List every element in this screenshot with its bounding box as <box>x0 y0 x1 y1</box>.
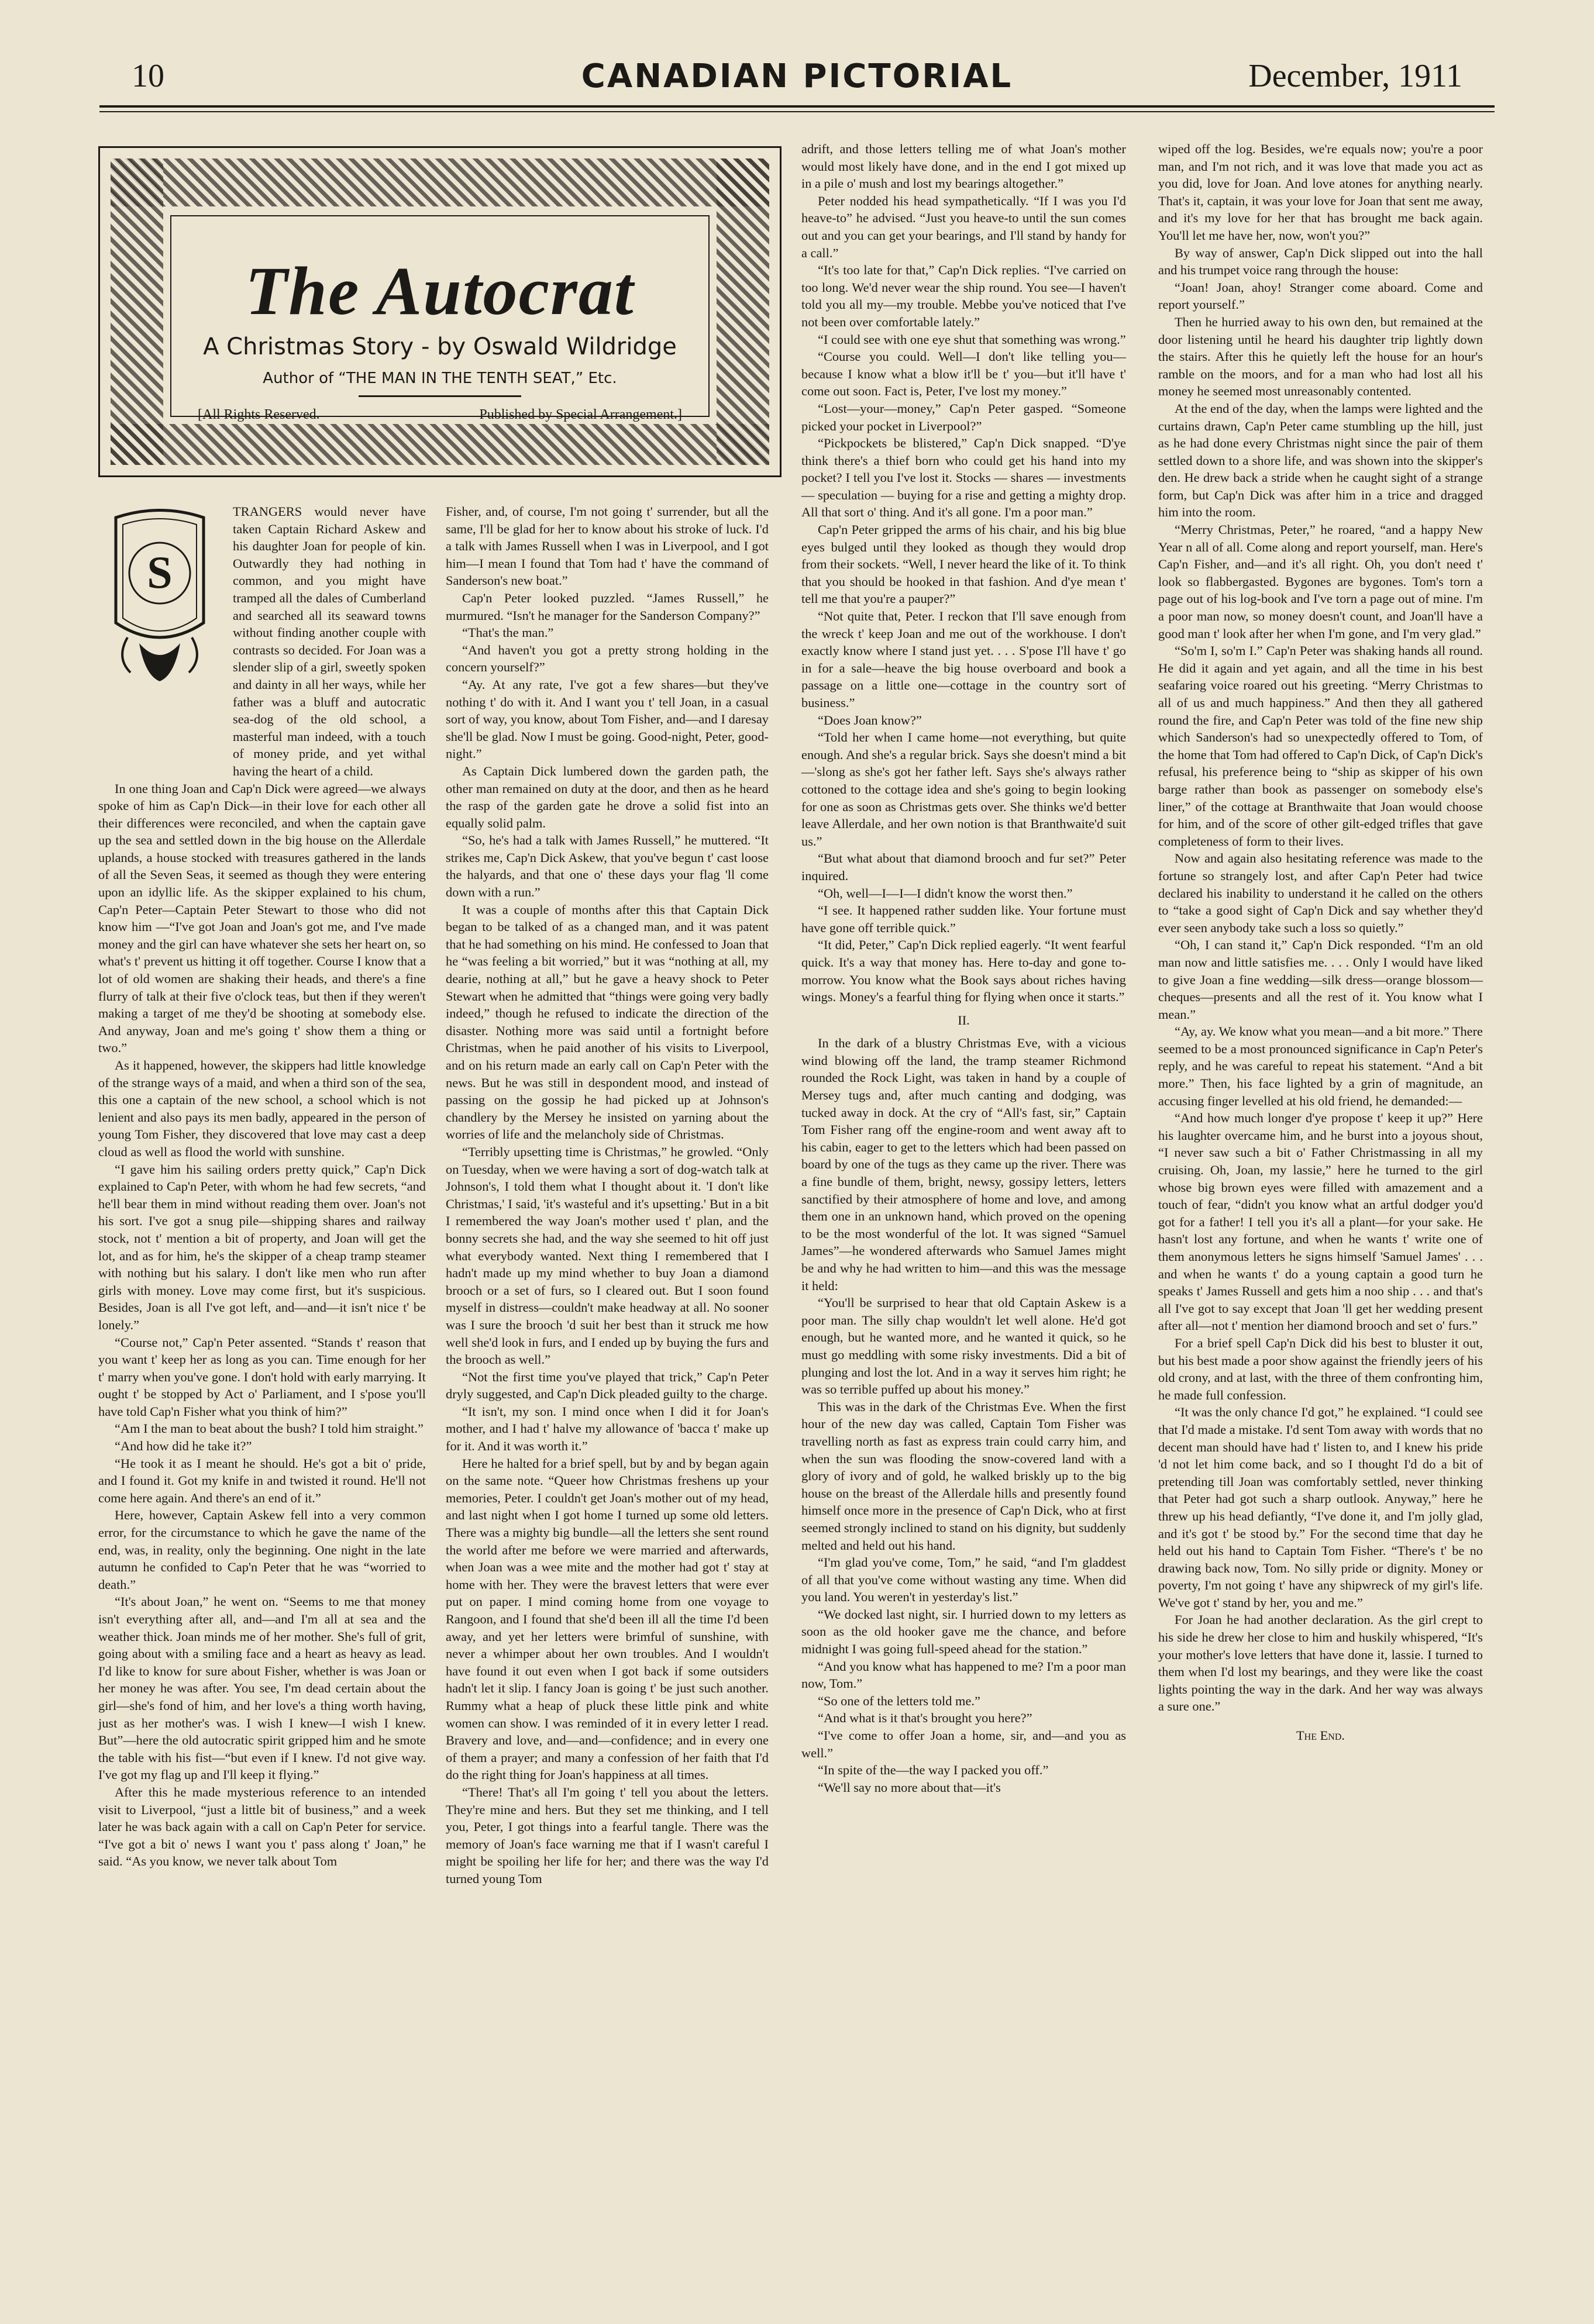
paragraph: “And you know what has happened to me? I'm a poor man now, Tom.” <box>801 1658 1126 1691</box>
paragraph: “It's about Joan,” he went on. “Seems to me that money isn't everything after all, and—and I'm all at sea and the weather thick. Joan minds me of her mother. She's full of grit, going about with a smiling face and a heart as heavy as lead. I'd like to know for sure about Fisher, whether is was Joan or her money he was after. You see, I'm dead certain about the girl—she's fond of him, and her love's a thing worth having, just as her mother's was. I wish I knew—I wish I knew. But”—here the old autocratic spirit gripped him and he smote the table with his fist—“but even if I knew. I'd not give way. I've got my flag up and I'll keep it flying.” <box>98 1594 426 1782</box>
paragraph: Cap'n Peter gripped the arms of his chair, and his big blue eyes bulged until they looked as though they would drop from their sockets. “Well, I never heard the like of it. To think that you should be hooked in that fashion. And d'ye mean t' tell me that you're a pauper?” <box>801 522 1126 606</box>
paragraph: adrift, and those letters telling me of what Joan's mother would most likely have done, and in the end I got mixed up in a pile o' mush and lost my bearings altogether.” <box>801 142 1126 191</box>
paragraph: “He took it as I meant he should. He's got a bit o' pride, and I found it. Got my knife in and twisted it round. He'll not come here again. And there's an end of it.” <box>98 1456 426 1505</box>
header-rule-thin <box>99 111 1495 112</box>
issue-date: December, 1911 <box>1248 58 1462 94</box>
paragraph: “Ay, ay. We know what you mean—and a bit more.” There seemed to be a most pronounced significance in Cap'n Peter's reply, and he was careful to repeat his statement. “And a bit more.” Then, his face lighted by a grin of magnitude, an accusing finger levelled at his old friend, he demanded:— <box>1158 1024 1483 1108</box>
the-end: The End. <box>1296 1728 1345 1743</box>
rights-notice: [All Rights Reserved. <box>198 407 320 422</box>
story-title: The Autocrat <box>245 253 635 329</box>
publication-notice: Published by Special Arrangement.] <box>479 407 682 422</box>
paragraph: “It isn't, my son. I mind once when I did it for Joan's mother, and I had t' halve my allowance of 'bacca t' make up for it. And it was worth it.” <box>446 1404 769 1454</box>
paragraph: “Pickpockets be blistered,” Cap'n Dick snapped. “D'ye think there's a thief born who could get his hand into my pocket? I tell you I've lost it. Stocks — shares — investments — speculation — buying for a rise and getting a mighty drop. All that sort o' thing. And it's all gone. I'm a poor man.” <box>801 436 1126 520</box>
author-note: Author of “THE MAN IN THE TENTH SEAT,” Etc. <box>263 370 617 387</box>
paragraph: “Course you could. Well—I don't like telling you—because I know what a blow it'll be t' you—but it'll have t' come out soon. Fact is, Peter, I've lost my money.” <box>801 349 1126 399</box>
paragraph: For Joan he had another declaration. As the girl crept to his side he drew her close to him and huskily whispered, “It's your mother's love letters that have done it, lassie. I turned to them when I'd lost my bearings, and they were like the coast lights pointing the way in the dark. And her way was always a sure one.” <box>1158 1612 1483 1714</box>
paragraph: Now and again also hesitating reference was made to the fortune so strangely lost, and after Cap'n Peter had twice declared his inability to understand it he called on the others to “take a good sight of Cap'n Dick and say whether they'd ever seen anybody take such a loss so quietly.” <box>1158 851 1483 935</box>
section-heading: II. <box>958 1012 970 1027</box>
masthead: CANADIAN PICTORIAL <box>581 57 1013 95</box>
paragraph: Here he halted for a brief spell, but by and by began again on the same note. “Queer how Christmas freshens up your memories, Peter. I couldn't get Joan's mother out of my head, and last night when I got home I turned up some old letters. There was a mighty big bundle—all the letters she sent round the world after me before we were married and afterwards, when Joan was a wee mite and the mother had got t' stay at home with her. They were the bravest letters that were ever put on paper. I mind coming home from one voyage to Rangoon, and I found that she'd been ill all the time I'd been away, and yet her letters were brimful of sunshine, with never a whimper about her own troubles. And I wouldn't have found it out even when I got back if some outsiders hadn't let it slip. I fancy Joan is going t' be just such another. Rummy what a heap of pluck these little pink and white women can show. I was reminded of it in every letter I read. Bravery and love, and—and—confidence; and in every one of them a prayer; and many a confession of her faith that I'd do the right thing for Joan's happiness at all times. <box>446 1456 769 1782</box>
paragraph: “So, he's had a talk with James Russell,” he muttered. “It strikes me, Cap'n Dick Askew, that you've begun t' cast loose the halyards, and that one o' these days your flag 'll come down with a run.” <box>446 833 769 900</box>
paragraph: After this he made mysterious reference to an intended visit to Liverpool, “just a little bit of business,” and a week later he was back again with a call on Cap'n Peter for service. “I've got a bit o' news I want you t' pass along t' Joan,” he said. “As you know, we never talk about Tom <box>98 1784 426 1869</box>
paragraph: “That's the man.” <box>462 625 554 640</box>
paragraph: Peter nodded his head sympathetically. “If I was you I'd heave-to” he advised. “Just you heave-to until the sun comes out and you can get your bearings, and I'll stand by handy for a call.” <box>801 193 1126 260</box>
page-number: 10 <box>132 58 164 94</box>
paragraph: “Ay. At any rate, I've got a few shares—but they've nothing t' do with it. And I want you t' tell Joan, in a casual sort of way, you know, about Tom Fisher, and—and I daresay she'll be glad. Now I must be going. Good-night, Peter, good-night.” <box>446 677 769 761</box>
paragraph: “Joan! Joan, ahoy! Stranger come aboard. Come and report yourself.” <box>1158 280 1483 312</box>
holly-border-left <box>111 158 163 465</box>
paragraph: “Merry Christmas, Peter,” he roared, “and a happy New Year n all of all. Come along and report yourself, man. Here's Cap'n Fisher, and—and it's all right. Oh, you don't need t' look so flabbergasted. Bygones are bygones. Tom's torn a page out of his log-book and I've torn a page out of mine. I'm a poor man now, so money doesn't count, and Joan'll have a good man t' look after her when I'm gone, and I'm very glad.” <box>1158 522 1483 641</box>
paragraph: “Told her when I came home—not everything, but quite enough. And she's a regular brick. Says she doesn't mind a bit—'slong as she's got her father left. Says she's always rather cottoned to the cottage idea and she's going to begin looking for one as soon as Christmas gets over. She thinks we'd better leave Allerdale, and her own notion is that Branthwaite'd suit us.” <box>801 730 1126 849</box>
running-header <box>99 57 1495 110</box>
paragraph: “You'll be surprised to hear that old Captain Askew is a poor man. The silly chap wouldn't let well alone. He'd got enough, but he wanted more, and he wanted it quick, so he must go meddling with some risky investments. Did a bit of plunging and lost the lot. And in a way it serves him right; he was so terrible puffed up about his money.” <box>801 1295 1126 1397</box>
paragraph: “In spite of the—the way I packed you off.” <box>818 1763 1049 1778</box>
paragraph: “It did, Peter,” Cap'n Dick replied eagerly. “It went fearful quick. It's a way that money has. Here to-day and gone to-morrow. You know what the Book says about riches having wings. Money's a fearful thing for flying when once it starts.” <box>801 937 1126 1005</box>
paragraph: “Does Joan know?” <box>818 712 922 727</box>
paragraph: “There! That's all I'm going t' tell you about the letters. They're mine and hers. But they set me thinking, and I tell you, Peter, I got things into a fearful tangle. There was the memory of Joan's face warning me that if I wasn't careful I might be spoiling her life for her; and there was the way I'd turned young Tom <box>446 1784 769 1886</box>
paragraph: “Oh, I can stand it,” Cap'n Dick responded. “I'm an old man now and little satisfies me. . . . Only I would have liked to give Joan a fine wedding—silk dress—orange blossom—cheques—presents and all the rest of it. You know what I mean.” <box>1158 937 1483 1022</box>
paragraph: “And what is it that's brought you here?” <box>818 1711 1032 1726</box>
paragraph: wiped off the log. Besides, we're equals now; you're a poor man, and I'm not rich, and it was love that made you act as you did, love for Joan. And love atones for anything nearly. That's it, captain, it was your love for Joan that sent me away, and it's my love for her that has brought me back again. You'll let me have her, now, won't you?” <box>1158 142 1483 243</box>
paragraph: “Not the first time you've played that trick,” Cap'n Peter dryly suggested, and Cap'n Dick pleaded guilty to the charge. <box>446 1369 769 1402</box>
paragraph: Cap'n Peter looked puzzled. “James Russell,” he murmured. “Isn't he manager for the Sanderson Company?” <box>446 590 769 623</box>
column-4 <box>1158 140 1483 1744</box>
paragraph: It was a couple of months after this that Captain Dick began to be talked of as a changed man, and it was patent that he had something on his mind. He confessed to Joan that he “was feeling a bit worried,” but it was “nothing at all, my dearie, nothing at all,” but he gave a heavy shock to Peter Stewart when he admitted that “things were going very badly indeed,” though he refused to indicate the direction of the disaster. Nothing more was said until a fortnight before Christmas, when he paid another of his visits to Liverpool, and on his return made an early call on Cap'n Peter with the news. But he was still in despondent mood, and instead of passing on the gossip he had picked up at Johnson's chandlery by the Mersey he insisted on yarning about the worries of life and the melancholy side of Christmas. <box>446 902 769 1142</box>
paragraph: As Captain Dick lumbered down the garden path, the other man remained on duty at the door, and then as he heard the rasp of the garden gate he drove a solid fist into an equally solid palm. <box>446 763 769 830</box>
header-rule-thick <box>99 105 1495 108</box>
paragraph: For a brief spell Cap'n Dick did his best to bluster it out, but his best made a poor show against the friendly jeers of his old crony, and at last, with the three of them confronting him, he made full confession. <box>1158 1335 1483 1402</box>
paragraph: “We'll say no more about that—it's <box>818 1780 1001 1795</box>
paragraph: At the end of the day, when the lamps were lighted and the curtains drawn, Cap'n Peter came stumbling up the hill, just as he had done every Christmas night since the pair of them settled down to a shore life, and was shown into the skipper's den. He drew back a stride when he caught sight of a strange form, but Cap'n Dick was after him in a trice and dragged him into the room. <box>1158 401 1483 520</box>
paragraph: “So one of the letters told me.” <box>818 1693 980 1708</box>
drop-cap-letter: S <box>147 547 173 598</box>
paragraph: “And how did he take it?” <box>115 1439 252 1454</box>
paragraph: “And how much longer d'ye propose t' keep it up?” Here his laughter overcame him, and he burst into a joyous shout, “I never saw such a bit o' Father Christmassing in all my cruising. Oh, Joan, my lassie,” here he turned to the girl whose big brown eyes were filled with amazement and a touch of fear, “didn't you know what an artful dodger you'd got for a father! I tell you it's all a plant—for your sake. He hasn't lost any fortune, and when he wants t' write one of them anonymous letters he signs himself 'Samuel James' . . . and when he wants t' do a young captain a good turn he speaks t' James Russell and gets him a noo ship . . . and that's all I've got to say except that Joan 'll get her wedding present after all—not t' mention her diamond brooch and set o' furs.” <box>1158 1111 1483 1333</box>
paragraph: “But what about that diamond brooch and fur set?” Peter inquired. <box>801 851 1126 883</box>
paragraph: “Not quite that, Peter. I reckon that I'll save enough from the wreck t' keep Joan and me out of the workhouse. I don't exactly know where I stand just yet. . . . S'pose I'll have t' go in for a sale—heave the big house overboard and book a passage on a little one—cottage in the country sort of business.” <box>801 609 1126 710</box>
paragraph: By way of answer, Cap'n Dick slipped out into the hall and his trumpet voice rang through the house: <box>1158 245 1483 278</box>
paragraph: TRANGERS would never have taken Captain Richard Askew and his daughter Joan for people of kin. Outwardly they had nothing in common, and you might have tramped all the dales of Cumberland and searched all its seaward towns without finding another couple with contrasts so decided. For Joan was a slender slip of a girl, sweetly spoken and dainty in all her ways, while her father was a bluff and autocratic sea-dog of the old school, a masterful man indeed, with a touch of money pride, and yet withal having the heart of a child. <box>233 504 426 778</box>
paragraph: “So'm I, so'm I.” Cap'n Peter was shaking hands all round. He did it again and yet again, and all the time in his best seafaring voice roared out his greeting. “Merry Christmas to all of us and much happiness.” And then they all gathered round the fire, and Cap'n Peter was told of the fine new ship which Sanderson's had so unexpectedly offered to Tom, of the home that Tom had offered to Cap'n Dick, of Cap'n Dick's refusal, his preference being to “ship as skipper of his own barge rather than book as passenger on somebody else's liner,” of the cottage at Branthwaite that Joan would choose for him, and of the score of other gilt-edged trifles that gave completeness of form to their lives. <box>1158 643 1483 849</box>
paragraph: “And haven't you got a pretty strong holding in the concern yourself?” <box>446 642 769 675</box>
paragraph: “Course not,” Cap'n Peter assented. “Stands t' reason that you want t' keep her as long as you can. Time enough for her t' marry when you've gone. I don't hold with early marrying. It ought t' be stopped by Act o' Parliament, and I s'pose you'll have told Cap'n Fisher what you think of him?” <box>98 1335 426 1419</box>
paragraph: “Am I the man to beat about the bush? I told him straight.” <box>115 1421 424 1436</box>
paragraph: Here, however, Captain Askew fell into a very common error, for the circumstance to which he gave the name of the end, was, in reality, only the beginning. One night in the late autumn he confided to Cap'n Peter that he was “worried to death.” <box>98 1508 426 1592</box>
column-1 <box>98 503 426 1870</box>
paragraph: In one thing Joan and Cap'n Dick were agreed—we always spoke of him as Cap'n Dick—in their love for each other all their differences were reconciled, and when the captain gave up the sea and settled down in the big house on the Allerdale uplands, a house stocked with treasures gathered in the lands of all the Seven Seas, it seemed as though they were entering upon an idyllic life. As the skipper explained to his chum, Cap'n Peter—Captain Peter Stewart to those who did not know him —“I've got Joan and Joan's got me, and I've made money and the girl can have whatever she sets her heart on, so what's t' prevent us hitting it off together. Course I know that a lot of old women are shaking their heads, and there's a fine flurry of talk at their five o'clock teas, but then if they weren't making a target of me they'd be shooting at somebody else. And anyway, Joan and me's going t' show them a thing or two.” <box>98 781 426 1056</box>
paragraph: “We docked last night, sir. I hurried down to my letters as soon as the old hooker gave me the chance, and before midnight I was going full-speed ahead for the station.” <box>801 1606 1126 1657</box>
title-box <box>98 146 781 477</box>
paragraph: “I could see with one eye shut that something was wrong.” <box>818 332 1126 347</box>
holly-border-right <box>717 158 769 465</box>
title-panel <box>170 215 710 422</box>
paragraph: Fisher, and, of course, I'm not going t' surrender, but all the same, I'll be glad for her to know about his stroke of luck. I'd a talk with James Russell when I was in Liverpool, and I got him—I mean I found that Tom had t' have the command of Sanderson's new boat.” <box>446 504 769 588</box>
column-3 <box>801 140 1126 1796</box>
paragraph: As it happened, however, the skippers had little knowledge of the strange ways of a maid, and when a third son of the sea, this one a captain of the new school, a school which is not lenient and also pays its men badly, appeared in the person of young Tom Fisher, they discovered that love may cast a deep cloud as well as flood the world with sunshine. <box>98 1058 426 1159</box>
paragraph: “It's too late for that,” Cap'n Dick replies. “I've carried on too long. We'd never wear the ship round. You see—I haven't told you all my—my trouble. Mebbe you've noticed that I've not been over comfortable lately.” <box>801 263 1126 329</box>
paragraph: In the dark of a blustry Christmas Eve, with a vicious wind blowing off the land, the tramp steamer Richmond rounded the Rock Light, was taken in hand by a couple of Mersey tugs and, after much canting and dodging, was tucked away in dock. At the cry of “All's fast, sir,” Captain Tom Fisher rang off the engine-room and went away aft to his cabin, eager to get to the letters which had been passed on board by one of the tugs as they came up the river. There was a fine bundle of them, bright, newsy, gossipy letters, letters sanctified by their atmosphere of home and love, and among them one in an unknown hand, which proved on the opening to be the most wonderful of the lot. It was signed “Samuel James”—he wondered afterwards who Samuel James might be and why he had written to him—and this was the message it held: <box>801 1036 1126 1293</box>
holly-border-bottom <box>111 424 769 465</box>
column-2 <box>446 503 769 1888</box>
story-subtitle: A Christmas Story - by Oswald Wildridge <box>203 333 677 360</box>
paragraph: “It was the only chance I'd got,” he explained. “I could see that I'd made a mistake. I'd sent Tom away with words that no decent man should have had t' listen to, and I knew his pride 'd not let him come back, and so I thought I'd do a bit of pretending till Joan was comfortably settled, never thinking that Peter had got such a sharp outlook. Anyway,” here he threw up his head defiantly, “I've done it, and I'm jolly glad, and it's got t' be stood by.” For the second time that day he held out his hand to Captain Tom Fisher. “There's t' be no drawing back now, Tom. No silly pride or dignity. Money or poverty, I'm not going t' have any shipwreck of my girl's life. We've got t' stand by her, you and me.” <box>1158 1405 1483 1610</box>
paragraph: “Oh, well—I—I—I didn't know the worst then.” <box>818 885 1073 901</box>
paragraph: “I gave him his sailing orders pretty quick,” Cap'n Dick explained to Cap'n Peter, with whom he had few secrets, “and he'll bear them in mind without reading them over. Joan's not his sort. I've got a snug pile—shipping shares and railway stock, not t' mention a bit of property, and Joan will get the lot, and as for him, he's the skipper of a cheap tramp steamer with nothing but his salary. I don't like men who run after girls with money. Love may come first, but it's suspicious. Besides, Joan is all I've got left, and—and—it isn't nice t' be lonely.” <box>98 1161 426 1332</box>
paragraph: This was in the dark of the Christmas Eve. When the first hour of the new day was called, Captain Tom Fisher was travelling north as fast as express train could carry him, and when the sun was flooding the snow-covered land with a glory of ivory and of gold, he walked briskly up to the big house on the breast of the Allerdale hills and presently found himself once more in the presence of Cap'n Dick, who at first seemed strongly inclined to stand on his dignity, but suddenly melted and held out his hand. <box>801 1399 1126 1553</box>
paragraph: “Terribly upsetting time is Christmas,” he growled. “Only on Tuesday, when we were having a sort of dog-watch talk at Johnson's, I told them what I thought about it. 'I don't like Christmas,' I said, 'it's wasteful and it's upsetting.' But in a bit I remembered the way Joan's mother used t' plan, and the bonny secrets she had, and the way she seemed to hit off just what everybody wanted. Next thing I remembered that I hadn't made up my mind whether to buy Joan a diamond brooch or a set of furs, so I cleared out. But I soon found myself in distress—couldn't make headway at all. No sooner was I sure the brooch 'd suit her best than it struck me how well she'd look in furs, and I ended up by buying the furs and the brooch as well.” <box>446 1144 769 1367</box>
paragraph: “I've come to offer Joan a home, sir, and—and you as well.” <box>801 1728 1126 1760</box>
paragraph: “I'm glad you've come, Tom,” he said, “and I'm gladdest of all that you've come without wasting any time. When did you land. You weren't in yesterday's list.” <box>801 1555 1126 1605</box>
holly-border-top <box>111 158 769 206</box>
title-divider <box>359 395 521 397</box>
paragraph: “Lost—your—money,” Cap'n Peter gasped. “Someone picked your pocket in Liverpool?” <box>801 401 1126 433</box>
paragraph: Then he hurried away to his own den, but remained at the door listening until he heard his daughter trip lightly down the stairs. After this he quietly left the house for an hour's ramble on the moors, and for a man who had lost all his money he seemed most unreasonably contented. <box>1158 314 1483 399</box>
paragraph: “I see. It happened rather sudden like. Your fortune must have gone off terrible quick.” <box>801 903 1126 935</box>
